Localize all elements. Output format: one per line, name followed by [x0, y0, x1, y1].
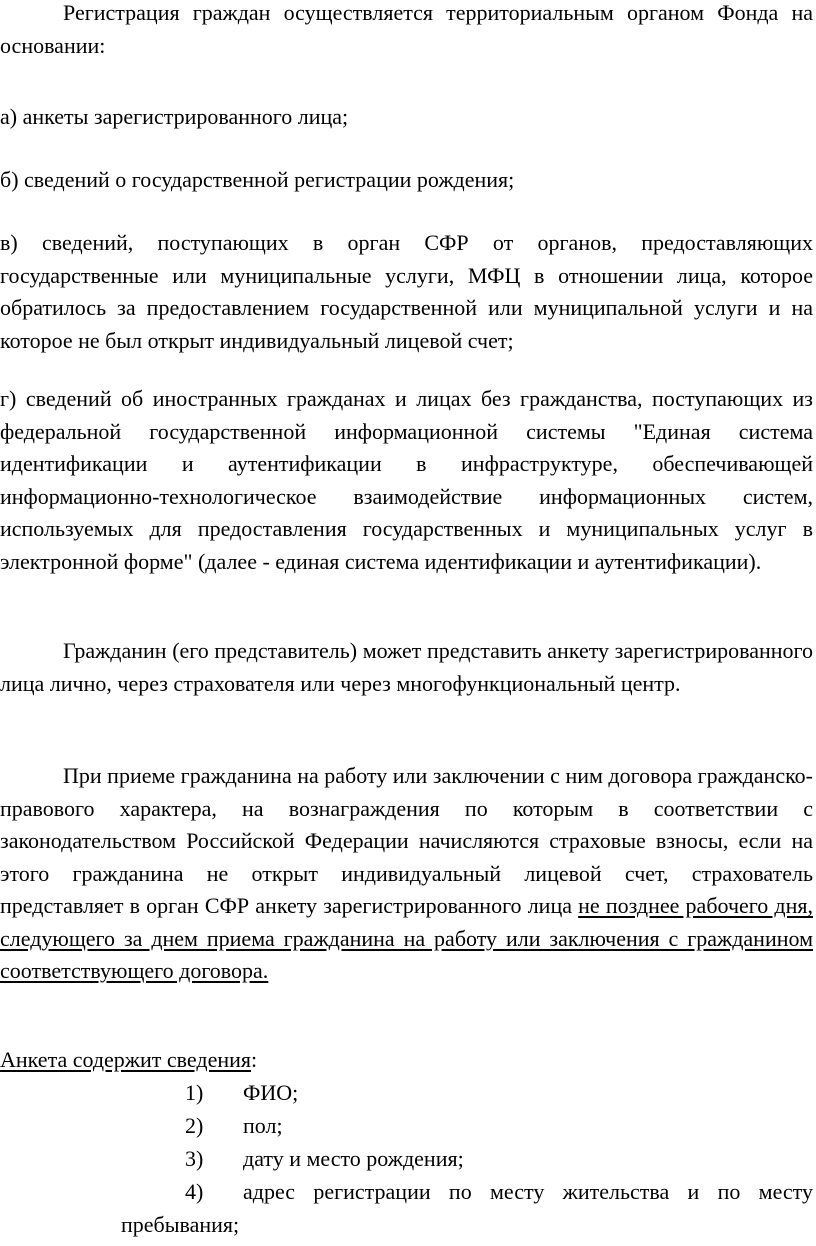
anketa-item-text: пол; [243, 1113, 283, 1138]
intro-paragraph: Регистрация граждан осуществляется территориальным органом Фонда на основании: [0, 0, 813, 58]
anketa-heading-colon: : [251, 1047, 258, 1072]
list-item-v: в) сведений, поступающих в орган СФР от органов, предоставляющих государственные или муниципальные услуги, МФЦ в отношении лица, которое обратилось за предоставлением государственной или муниципальной услуги и на которое не был открыт индивидуальный лицевой счет; [0, 230, 813, 353]
list-item-g: г) сведений об иностранных гражданах и лицах без гражданства, поступающих из федеральной государственной информационной системы "Единая система идентификации и аутентификации в инфраструктуре, обеспечивающей информационно-технологическое взаимодействие информационных систем, используемых для предоставления государственных и муниципальных услуг в электронной форме" (далее - единая система идентификации и аутентификации). [0, 386, 813, 574]
anketa-heading [0, 1044, 813, 1077]
anketa-item-number: 3) [185, 1146, 204, 1171]
anketa-item-text-wrapped: адрес регистрации по месту жительства и по месту пребывания; [121, 1179, 813, 1237]
list-item-a: а) анкеты зарегистрированного лица; [0, 104, 349, 129]
anketa-item-number: 2) [185, 1113, 204, 1138]
anketa-heading-text: Анкета содержит сведения [0, 1047, 252, 1072]
anketa-item-number: 1) [185, 1080, 204, 1105]
anketa-item-text: дату и место рождения; [243, 1146, 464, 1171]
representative-paragraph: Гражданин (его представитель) может представить анкету зарегистрированного лица лично, через страхователя или через многофункциональный центр. [0, 638, 813, 696]
employer-paragraph-text: При приеме гражданина на работу или заключении с ним договора гражданско-правового характера, на вознаграждения по которым в соответствии с законодательством Российской Федерации начисляются страховые взносы, если на этого гражданина не открыт индивидуальный лицевой счет, страхователь представляет в орган СФР анкету зарегистрированного лица [0, 763, 813, 918]
anketa-item-text: ФИО; [243, 1080, 299, 1105]
employer-paragraph [0, 760, 813, 988]
list-item-b: б) сведений о государственной регистрации рождения; [0, 167, 515, 192]
anketa-item-number: 4) [185, 1179, 204, 1204]
deadline-underlined-text: не позднее рабочего дня, следующего за днем приема гражданина на работу или заключения с гражданином соответствующего договора. [0, 893, 813, 983]
